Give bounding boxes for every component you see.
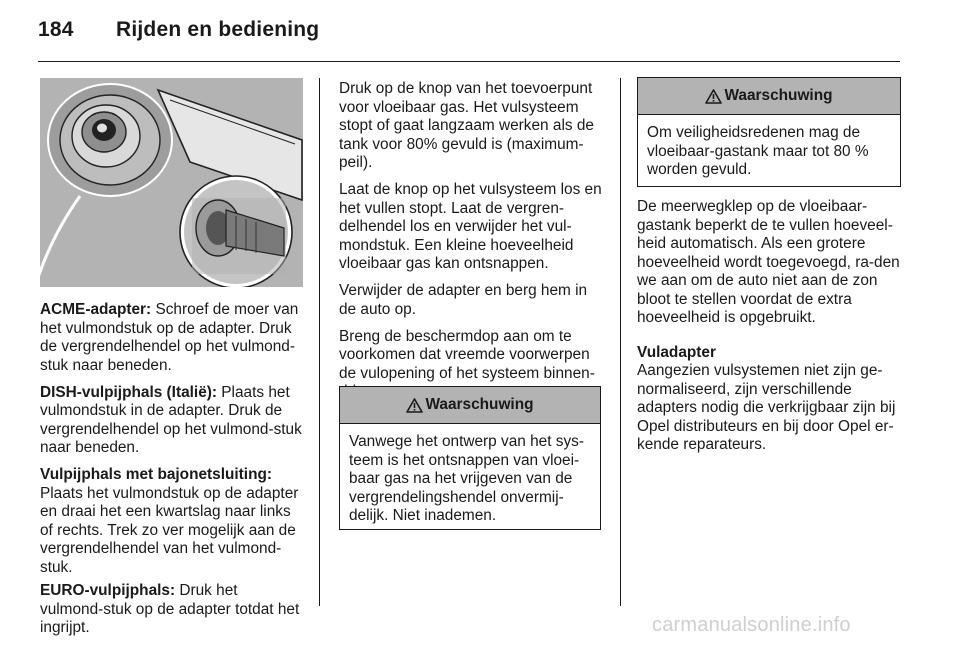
watermark: carmanualsonline.info <box>652 614 851 636</box>
vuladapter-heading: Vuladapter <box>637 343 716 361</box>
dish-paragraph: DISH-vulpijphals (Italië): Plaats het vulmondstuk in de adapter. Druk de vergrendelhendel op het vulmond-stuk naar beneden. <box>40 383 302 457</box>
acme-label: ACME-adapter: <box>40 301 152 318</box>
warning-header <box>638 78 900 115</box>
bajonet-paragraph: Vulpijphals met bajonetsluiting: Plaats het vulmondstuk op de adapter en draai het een kwartslag naar links of rechts. Trek zo ver mogelijk aan de vergrendelhendel van het vulmond-stuk. <box>40 466 305 577</box>
col2-paragraph-1: Druk op de knop van het toevoerpunt voor vloeibaar gas. Het vulsysteem stopt of gaat langzaam werken als de tank voor 80% gevuld is (maximum-peil). <box>339 80 594 171</box>
warning-box-gas-release <box>339 386 601 530</box>
warning-triangle-icon <box>705 89 722 104</box>
col3-paragraph-1: De meerwegklep op de vloeibaar-gastank beperkt de te vullen hoeveel-heid automatisch. Als een grotere hoeveelheid wordt toegevoegd, ra-den we aan om de auto niet aan de zon bloot te stellen voordat de extra hoeveelheid is opgebruikt. <box>637 198 900 326</box>
column-2 <box>339 80 604 410</box>
column-divider-1 <box>319 78 320 606</box>
acme-paragraph: ACME-adapter: Schroef de moer van het vulmondstuk op de adapter. Druk de vergrendelhendel op het vulmond-stuk naar beneden. <box>40 301 299 374</box>
warning-title: Waarschuwing <box>724 87 833 104</box>
vuladapter-paragraph: Vuladapter Aangezien vulsystemen niet zijn ge-normaliseerd, zijn verschillende adapters nodig die verkrijgbaar zijn bij Opel distributeurs en bij door Opel er-kende reparateurs. <box>637 344 902 455</box>
warning-text: Om veiligheidsredenen mag de vloeibaar-gastank maar tot 80 % worden gevuld. <box>647 124 869 178</box>
warning-header <box>340 387 600 424</box>
page-title: Rijden en bediening <box>116 18 320 41</box>
warning-box-fill-limit <box>637 77 901 187</box>
col2-paragraph-2: Laat de knop op het vulsysteem los en het vullen stopt. Laat de vergren-delhendel los en verwijder het vul-mondstuk. Een kleine hoeveelheid vloeibaar gas kan ontsnappen. <box>339 181 602 273</box>
warning-text: Vanwege het ontwerp van het sys-teem is het ontsnappen van vloei-baar gas na het vrijgeven van de vergrendelingshendel onvermij-delijk. Niet inademen. <box>349 433 584 524</box>
column-divider-2 <box>620 78 621 606</box>
col2-paragraph-3: Verwijder de adapter en berg hem in de auto op. <box>339 282 588 318</box>
dish-label: DISH-vulpijphals (Italië): <box>40 383 218 401</box>
page-header <box>38 18 319 42</box>
col2-paragraph-4: Breng de beschermdop aan om te voorkomen dat vreemde voorwerpen de vulopening of het systeem binnen- <box>339 327 595 382</box>
header-rule <box>38 61 900 62</box>
warning-triangle-icon <box>406 398 423 413</box>
column-3 <box>637 198 902 463</box>
fuel-filler-adapter-illustration <box>40 78 303 287</box>
column-1 <box>40 301 305 646</box>
page-number: 184 <box>38 18 74 41</box>
euro-paragraph: EURO-vulpijphals: Druk het vulmond-stuk op de adapter totdat het ingrijpt. <box>40 582 300 637</box>
euro-label: EURO-vulpijphals: <box>40 582 176 600</box>
warning-title: Waarschuwing <box>425 396 534 413</box>
bajonet-heading: Vulpijphals met bajonetsluiting: <box>40 466 273 484</box>
